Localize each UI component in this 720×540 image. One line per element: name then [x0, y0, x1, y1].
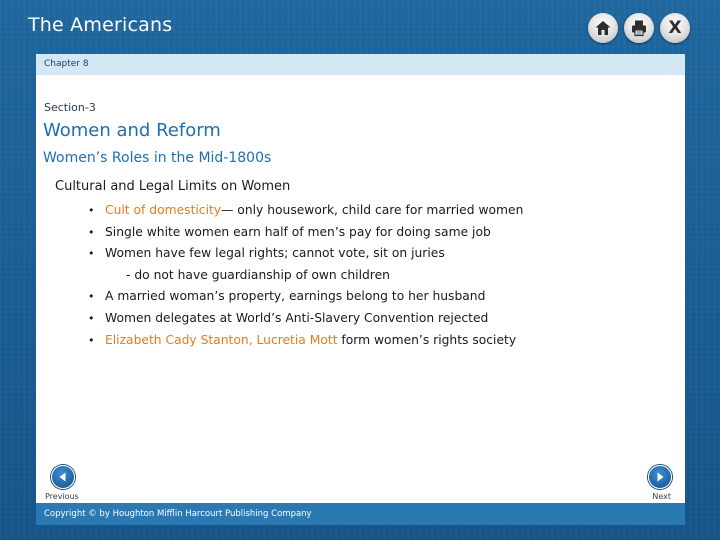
- bullet-marker: •: [88, 204, 95, 217]
- previous-button[interactable]: [51, 465, 75, 489]
- close-button[interactable]: [660, 13, 690, 43]
- section-label: Section-3: [44, 101, 96, 114]
- list-item: [88, 200, 523, 222]
- bullet-marker: •: [88, 247, 95, 261]
- bullet-marker: •: [88, 290, 95, 304]
- topic-heading: Cultural and Legal Limits on Women: [55, 179, 291, 194]
- page-title: Women and Reform: [43, 120, 221, 141]
- list-item: [88, 286, 523, 308]
- chapter-bar: Chapter 8: [36, 54, 685, 75]
- list-subitem: [88, 265, 523, 287]
- list-item: [88, 308, 523, 330]
- print-icon: [630, 19, 648, 37]
- next-label[interactable]: Next: [652, 492, 671, 501]
- home-button[interactable]: [588, 13, 618, 43]
- toolbar: [588, 13, 690, 43]
- list-item-text: - do not have guardianship of own children: [126, 267, 390, 282]
- next-button[interactable]: [648, 465, 672, 489]
- print-button[interactable]: [624, 13, 654, 43]
- list-item: [88, 222, 523, 244]
- page-subtitle: Women’s Roles in the Mid-1800s: [43, 150, 272, 166]
- home-icon: [594, 19, 612, 37]
- app-title: The Americans: [28, 14, 173, 36]
- list-item-text: — only housework, child care for married women: [221, 203, 524, 217]
- list-item-text: Single white women earn half of men’s pay for doing same job: [105, 224, 491, 239]
- highlight-term: Elizabeth Cady Stanton, Lucretia Mott: [105, 332, 338, 347]
- previous-label[interactable]: Previous: [45, 492, 79, 501]
- list-item-text: A married woman’s property, earnings belong to her husband: [105, 289, 486, 304]
- list-item-text: Women delegates at World’s Anti-Slavery Convention rejected: [105, 310, 489, 325]
- content-panel: [36, 75, 685, 503]
- list-item-text: Women have few legal rights; cannot vote, sit on juries: [105, 246, 445, 261]
- list-item: [88, 330, 523, 352]
- footer-copyright: Copyright © by Houghton Mifflin Harcourt Publishing Company: [36, 503, 685, 525]
- arrow-left-icon: [57, 471, 69, 483]
- bullet-marker: •: [88, 311, 95, 325]
- bullet-marker: •: [88, 225, 95, 239]
- bullet-list: [88, 200, 523, 351]
- list-item-text: form women’s rights society: [337, 332, 517, 347]
- arrow-right-icon: [654, 471, 666, 483]
- highlight-term: Cult of domesticity: [105, 203, 222, 217]
- bullet-marker: •: [88, 333, 95, 347]
- list-item: [88, 243, 523, 265]
- close-icon: X: [668, 18, 682, 38]
